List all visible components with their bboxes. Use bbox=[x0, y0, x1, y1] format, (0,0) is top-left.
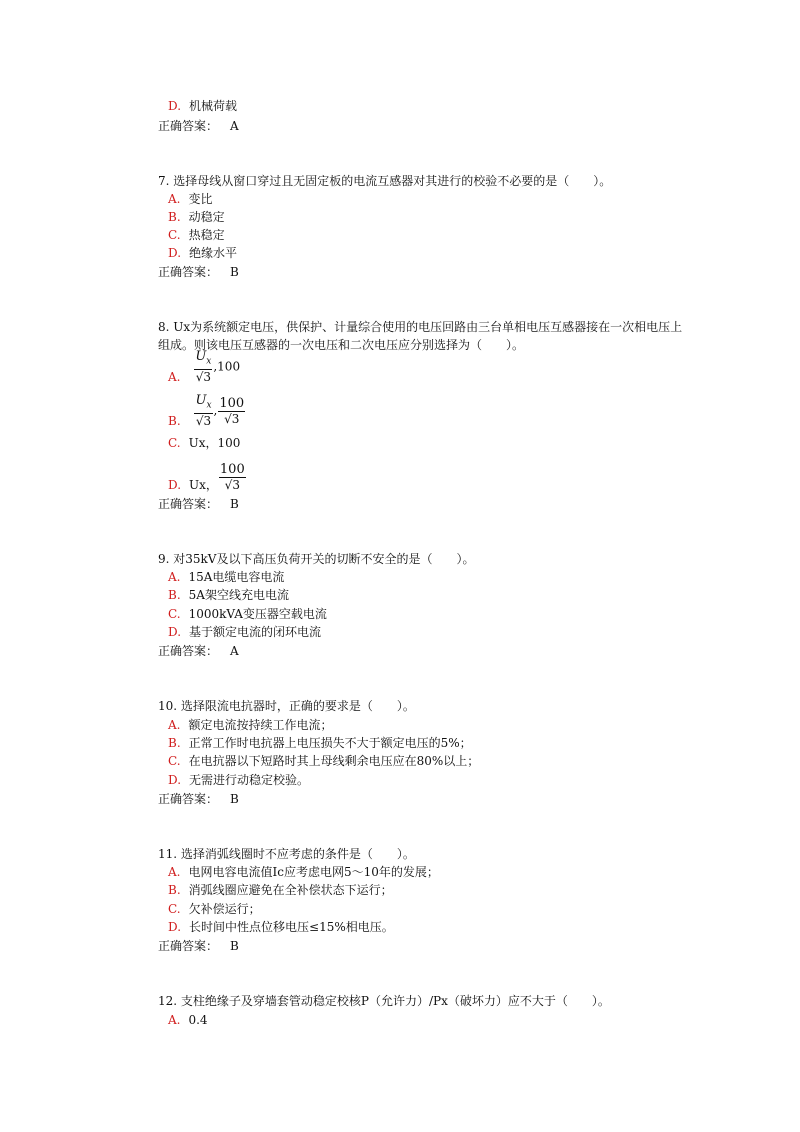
q8-option-a bbox=[168, 350, 240, 384]
q9-title: 9. 对35kV及以下高压负荷开关的切断不安全的是（ ）。 bbox=[158, 552, 475, 566]
option-text: 额定电流按持续工作电流； bbox=[188, 718, 333, 732]
option-letter: A. bbox=[168, 718, 181, 732]
option-text: Ux， bbox=[189, 478, 218, 492]
numerator-text: U bbox=[195, 393, 207, 409]
option-letter: D. bbox=[168, 246, 182, 260]
option-text: 动稳定 bbox=[188, 210, 225, 224]
option-text: 变比 bbox=[188, 192, 213, 206]
q7-title: 7. 选择母线从窗口穿过且无固定板的电流互感器对其进行的校验不必要的是（ ）。 bbox=[158, 174, 612, 188]
q6-answer bbox=[158, 117, 239, 135]
answer-label: 正确答案： bbox=[158, 119, 219, 133]
option-tail: ,100 bbox=[213, 359, 241, 374]
option-letter: A. bbox=[168, 192, 181, 206]
numerator: 100 bbox=[219, 462, 245, 477]
option-text: 机械荷载 bbox=[189, 99, 238, 113]
answer-value: A bbox=[230, 644, 239, 658]
q7-option-a bbox=[168, 190, 213, 208]
answer-label: 正确答案： bbox=[158, 792, 219, 806]
option-text: Ux，100 bbox=[188, 436, 241, 450]
q10-title: 10. 选择限流电抗器时，正确的要求是（ ）。 bbox=[158, 699, 415, 713]
option-text: 5A架空线充电电流 bbox=[188, 588, 289, 602]
option-text: 0.4 bbox=[188, 1013, 208, 1027]
option-letter: C. bbox=[168, 228, 181, 242]
option-text: 正常工作时电抗器上电压损失不大于额定电压的5%； bbox=[188, 736, 472, 750]
answer-value: B bbox=[230, 792, 239, 806]
q9-option-c bbox=[168, 605, 327, 623]
option-letter: A. bbox=[168, 865, 181, 879]
answer-value: A bbox=[230, 119, 239, 133]
q7-option-c bbox=[168, 226, 225, 244]
option-text: 电网电容电流值Ic应考虑电网5～10年的发展； bbox=[188, 865, 439, 879]
q11-option-c bbox=[168, 900, 261, 918]
option-letter: B. bbox=[168, 414, 181, 428]
answer-label: 正确答案： bbox=[158, 497, 219, 511]
option-letter: B. bbox=[168, 210, 181, 224]
q9-answer bbox=[158, 642, 239, 660]
answer-label: 正确答案： bbox=[158, 644, 219, 658]
q12-option-a bbox=[168, 1011, 208, 1029]
q11-option-a bbox=[168, 863, 439, 881]
option-letter: D. bbox=[168, 773, 182, 787]
answer-value: B bbox=[230, 265, 239, 279]
numerator bbox=[194, 350, 212, 369]
option-letter: C. bbox=[168, 436, 181, 450]
q7-answer bbox=[158, 263, 239, 281]
denominator: √3 bbox=[224, 411, 240, 426]
fraction-ux-over-sqrt3 bbox=[194, 394, 212, 428]
option-text: 基于额定电流的闭环电流 bbox=[189, 625, 322, 639]
fraction-100-over-sqrt3 bbox=[219, 463, 246, 492]
option-letter: C. bbox=[168, 754, 181, 768]
option-letter: D. bbox=[168, 478, 182, 492]
option-letter: A. bbox=[168, 1013, 181, 1027]
option-text: 无需进行动稳定校验。 bbox=[189, 773, 310, 787]
q11-title: 11. 选择消弧线圈时不应考虑的条件是（ ）。 bbox=[158, 847, 415, 861]
option-letter: A. bbox=[168, 570, 181, 584]
option-text: 欠补偿运行； bbox=[188, 902, 261, 916]
denominator: √3 bbox=[195, 370, 211, 384]
answer-value: B bbox=[230, 939, 239, 953]
option-text: 绝缘水平 bbox=[189, 246, 238, 260]
q10-option-a bbox=[168, 716, 333, 734]
q8-option-d bbox=[168, 454, 247, 492]
denominator: √3 bbox=[195, 414, 212, 428]
numerator: 100 bbox=[219, 395, 245, 411]
q10-option-d bbox=[168, 771, 309, 789]
option-letter: C. bbox=[168, 902, 181, 916]
numerator-subscript: x bbox=[206, 357, 212, 367]
q12-title: 12. 支柱绝缘子及穿墙套管动稳定校核P（允许力）/Px（破坏力）应不大于（ ）。 bbox=[158, 994, 610, 1008]
option-letter: A. bbox=[168, 370, 181, 384]
option-text: 1000kVA变压器空载电流 bbox=[188, 607, 327, 621]
fraction-ux-over-sqrt3 bbox=[194, 350, 212, 384]
q11-answer bbox=[158, 937, 239, 955]
q7-option-d bbox=[168, 244, 237, 262]
q10-option-c bbox=[168, 752, 479, 770]
answer-label: 正确答案： bbox=[158, 265, 219, 279]
answer-value: B bbox=[230, 497, 239, 511]
q8-option-c bbox=[168, 434, 240, 452]
numerator-text: U bbox=[195, 349, 207, 365]
option-letter: D. bbox=[168, 920, 182, 934]
option-text: 热稳定 bbox=[188, 228, 225, 242]
option-letter: B. bbox=[168, 883, 181, 897]
q8-title: 8. Ux为系统额定电压，供保护、计量综合使用的电压回路由三台单相电压互感器接在一次相电压上组成。则该电压互感器的一次电压和二次电压应分别选择为（ ）。 bbox=[158, 320, 683, 352]
answer-label: 正确答案： bbox=[158, 939, 219, 953]
q10-answer bbox=[158, 790, 239, 808]
q8-answer bbox=[158, 495, 239, 513]
fraction-100-over-sqrt3 bbox=[218, 397, 245, 426]
numerator-subscript: x bbox=[206, 401, 212, 411]
option-text: 在电抗器以下短路时其上母线剩余电压应在80%以上； bbox=[188, 754, 480, 768]
q8-option-b: B. $\frac{U_x}{√3}$ , $\frac{100}{√3}$ bbox=[168, 393, 245, 428]
numerator bbox=[194, 394, 212, 413]
option-letter: C. bbox=[168, 607, 181, 621]
option-text: 长时间中性点位移电压≤15%相电压。 bbox=[189, 920, 394, 934]
option-letter: B. bbox=[168, 588, 181, 602]
denominator: √3 bbox=[224, 478, 240, 492]
q9-option-a bbox=[168, 568, 284, 586]
option-letter: B. bbox=[168, 736, 181, 750]
option-text: 消弧线圈应避免在全补偿状态下运行； bbox=[188, 883, 393, 897]
q11-option-b bbox=[168, 881, 393, 899]
q9-option-d bbox=[168, 623, 321, 641]
q10-option-b bbox=[168, 734, 472, 752]
q6-option-d bbox=[168, 97, 237, 115]
option-text: 15A电缆电容电流 bbox=[188, 570, 285, 584]
q7-option-b bbox=[168, 208, 225, 226]
q9-option-b bbox=[168, 586, 289, 604]
option-letter: D. bbox=[168, 625, 182, 639]
q11-option-d bbox=[168, 918, 394, 936]
option-letter: D. bbox=[168, 99, 182, 113]
